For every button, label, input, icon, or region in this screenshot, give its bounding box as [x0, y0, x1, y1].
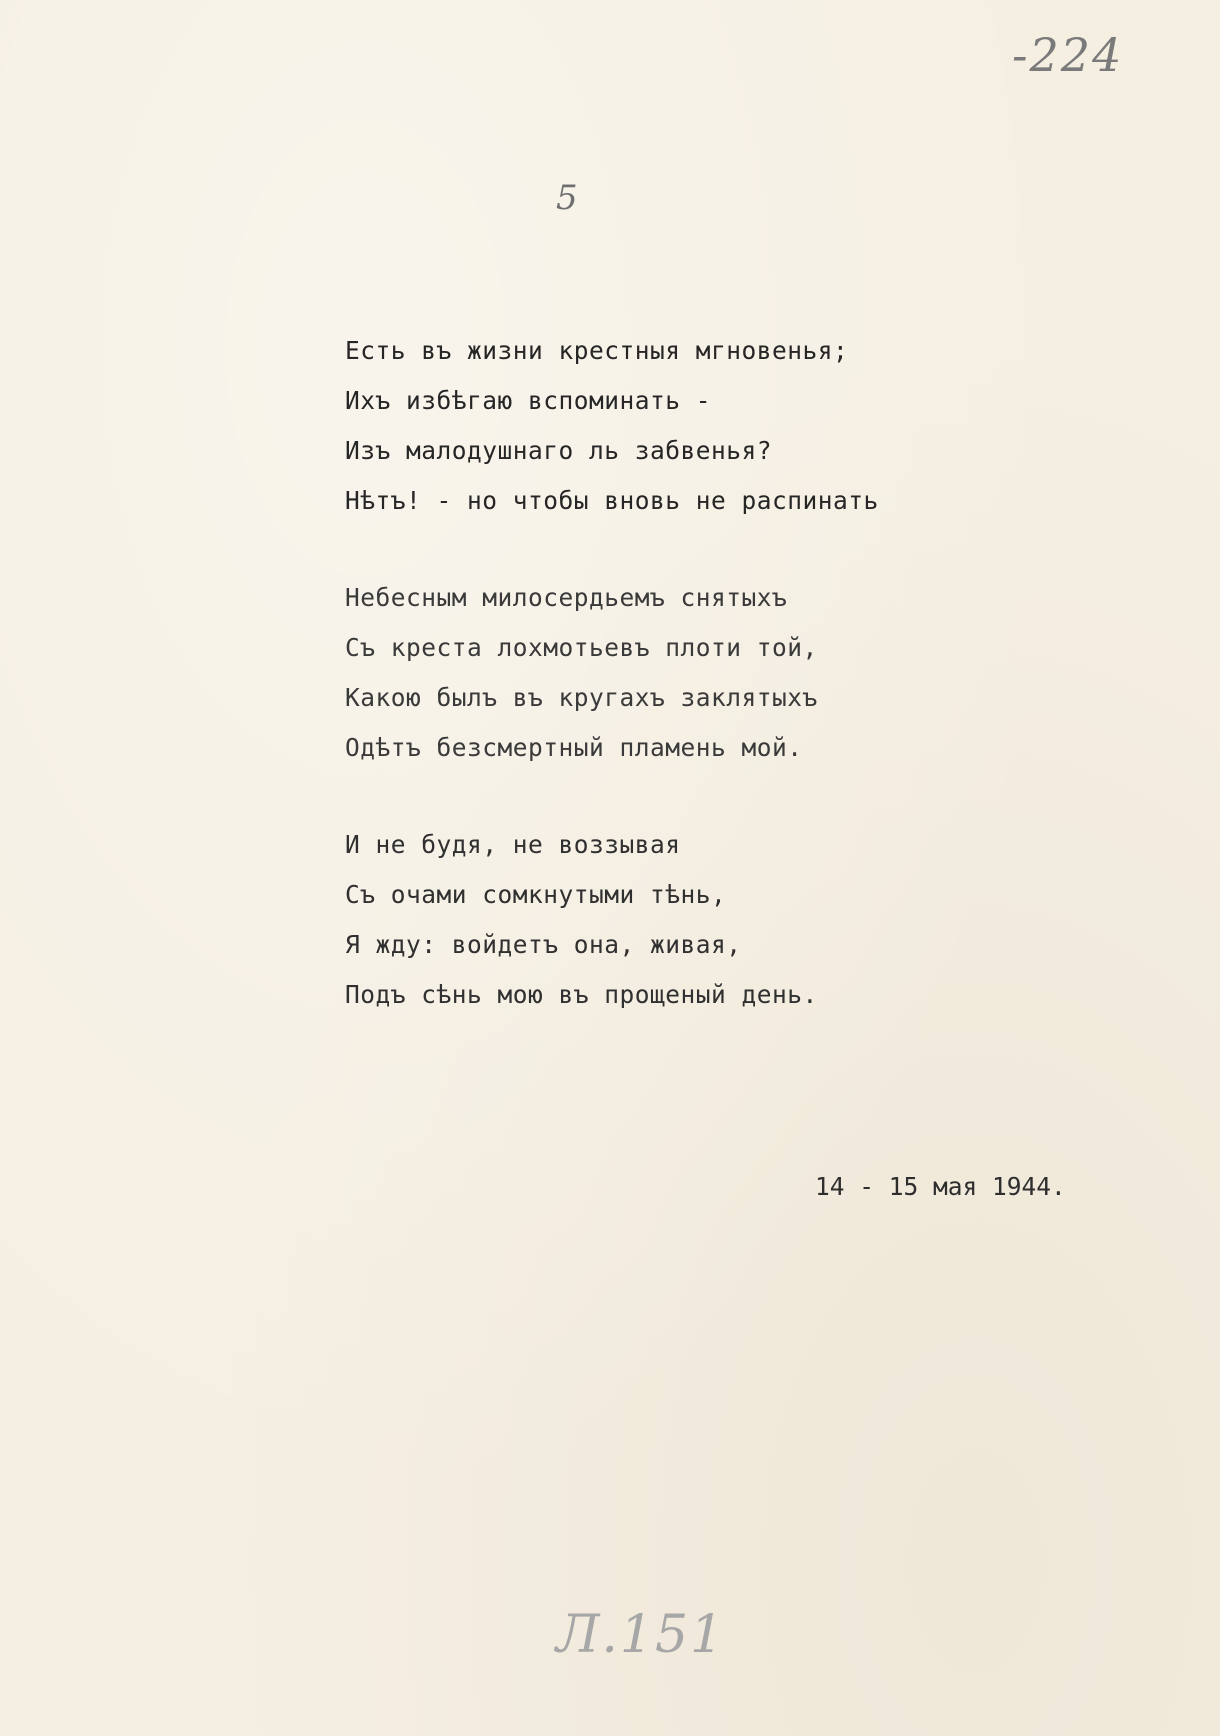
poem-number: 5: [556, 178, 578, 218]
poem-line: Какою былъ въ кругахъ заклятыхъ: [345, 683, 818, 712]
stanza-1: [345, 326, 879, 526]
poem-line: Подъ сѣнь мою въ прощеный день.: [345, 980, 818, 1009]
poem-line: И не будя, не воззывая: [345, 830, 681, 859]
stanza-3: [345, 820, 879, 1020]
poem-line: Небесным милосердьемъ снятыхъ: [345, 583, 788, 612]
poem-line: Нѣтъ! - но чтобы вновь не распинать: [345, 486, 879, 515]
poem-line: Есть въ жизни крестныя мгновенья;: [345, 336, 849, 365]
poem-line: Съ очами сомкнутыми тѣнь,: [345, 880, 727, 909]
archive-page-number: -224: [1012, 28, 1124, 82]
poem-body: [345, 326, 879, 1067]
poem-date: 14 - 15 мая 1944.: [815, 1172, 1066, 1201]
poem-line: Ихъ избѣгаю вспоминать -: [345, 386, 712, 415]
poem-line: Одѣтъ безсмертный пламень мой.: [345, 733, 803, 762]
stanza-2: [345, 573, 879, 773]
poem-line: Я жду: войдетъ она, живая,: [345, 930, 742, 959]
poem-line: Съ креста лохмотьевъ плоти той,: [345, 633, 818, 662]
sheet-number-stamp: Л.151: [556, 1605, 726, 1665]
poem-line: Изъ малодушнаго ль забвенья?: [345, 436, 773, 465]
